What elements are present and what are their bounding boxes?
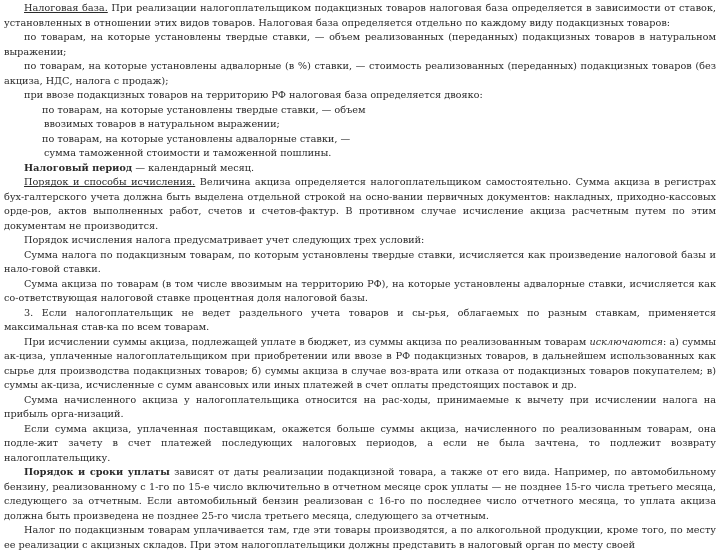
paragraph-condition-3: 3. Если налогоплательщик не ведет раздельного учета товаров и сы-рья, облагаемых по разным ставкам, применяется максимальная став-ка по всем товарам. xyxy=(4,307,716,333)
paragraph-expenses: Сумма начисленного акциза у налогоплательщика относится на рас-ходы, принимаемые к вычету при исчислении налога на прибыль орга-низаций. xyxy=(4,394,716,420)
paragraph-calculation xyxy=(4,176,716,234)
import-fixed-line-2: ввозимых товаров в натуральном выражении; xyxy=(44,119,280,130)
text-payment: зависят от даты реализации подакцизной товара, а также от его вида. Например, по автомобильному бензину, реализованному с 1-го по 15-е число включительно в отчетном месяце срок уплаты — не позднее 15-го числа третьего месяца, следующего за отчетным. Если автомобильный бензин реализован с 16-го по последнее число отчетного месяца, то уплата акциза должна быть произведена не позднее 25-го числа третьего месяца, следующего за отчетным. xyxy=(4,467,717,522)
import-fixed-line-1: по товарам, на которые установлены твердые ставки, — объем xyxy=(42,104,366,116)
import-advalorem-line-2: сумма таможенной стоимости и таможенной пошлины. xyxy=(44,148,332,159)
paragraph-tax-base xyxy=(4,2,716,31)
paragraph-import: при ввозе подакцизных товаров на территорию РФ налоговая база определяется двояко: xyxy=(24,90,483,101)
text-tax-base: При реализации налогоплательщиком подакцизных товаров налоговая база определяется в зависимости от ставок, установленных в отношении этих видов товаров. Налоговая база определяется отдельно по каждому виду подакцизных товаров: xyxy=(4,3,716,29)
heading-tax-period: Налоговый период xyxy=(24,162,133,174)
paragraph-ad-valorem-rates: по товарам, на которые установлены адвалорные (в %) ставки, — стоимость реализованных (переданных) подакцизных товаров (без акциза, НДС, налога с продаж); xyxy=(4,61,716,87)
text-tax-period: — календарный месяц. xyxy=(132,162,255,174)
paragraph-payment xyxy=(4,466,716,524)
heading-calculation: Порядок и способы исчисления. xyxy=(24,177,196,188)
paragraph-condition-1: Сумма налога по подакцизным товарам, по которым установлены твердые ставки, исчисляется как произведение налоговой базы и нало-говой ставки. xyxy=(4,249,716,275)
text-deductions-1: При исчислении суммы акциза, подлежащей уплате в бюджет, из суммы акциза по реализованным товарам xyxy=(24,336,590,348)
text-calculation: Величина акциза определяется налогоплательщиком самостоятельно. Сумма акциза в регистрах бух-галтерского учета должна быть выделена отдельной строкой на осно-вании первичных документов: накладных, приходно-кассовых орде-ров, актов выполненных работ, счетов и счетов-фактур. В противном случае исчисление акциза расчетным путем по этим документам не производится. xyxy=(4,177,716,232)
paragraph-conditions: Порядок исчисления налога предусматривает учет следующих трех условий: xyxy=(24,235,425,246)
paragraph-tax-period xyxy=(4,162,716,177)
heading-tax-base: Налоговая база. xyxy=(24,3,108,14)
paragraph-place: Налог по подакцизным товарам уплачивается там, где эти товары производятся, а по алкогольной продукции, кроме того, по месту ее реализации с акцизных складов. При этом налогоплательщики должны представить в налоговый орган по месту своей xyxy=(4,525,716,551)
paragraph-condition-2: Сумма акциза по товарам (в том числе ввозимым на территорию РФ), на которые установлены адвалорные ставки, исчисляется как со-ответствующая налоговой ставке процентная доля налоговой базы. xyxy=(4,278,716,304)
paragraph-offset: Если сумма акциза, уплаченная поставщикам, окажется больше суммы акциза, начисленного по реализованным товарам, она подле-жит зачету в счет платежей последующих налоговых периодов, а если не была зачтена, то подлежит возврату налогоплательщику. xyxy=(4,423,716,464)
text-deductions-italic: исключаются xyxy=(589,336,663,348)
text-deductions-2: : а) суммы ак-циза, уплаченные налогоплательщиком при приобретении или ввозе в РФ подакцизных товаров, в дальнейшем использованных как сырье для производства подакцизных товаров; б) суммы акциза в случае воз-врата или отказа от подакцизных товаров покупателем; в) суммы ак-циза, исчисленные с сумм авансовых или иных платежей в счет оплаты предстоящих поставок и др. xyxy=(4,336,716,391)
paragraph-fixed-rates: по товарам, на которые установлены твердые ставки, — объем реализованных (переданных) подакцизных товаров в натуральном выражении; xyxy=(4,32,716,58)
import-advalorem-line-1: по товарам, на которые установлены адвалорные ставки, — xyxy=(42,133,351,145)
paragraph-deductions xyxy=(4,336,716,394)
heading-payment: Порядок и сроки уплаты xyxy=(24,467,170,478)
